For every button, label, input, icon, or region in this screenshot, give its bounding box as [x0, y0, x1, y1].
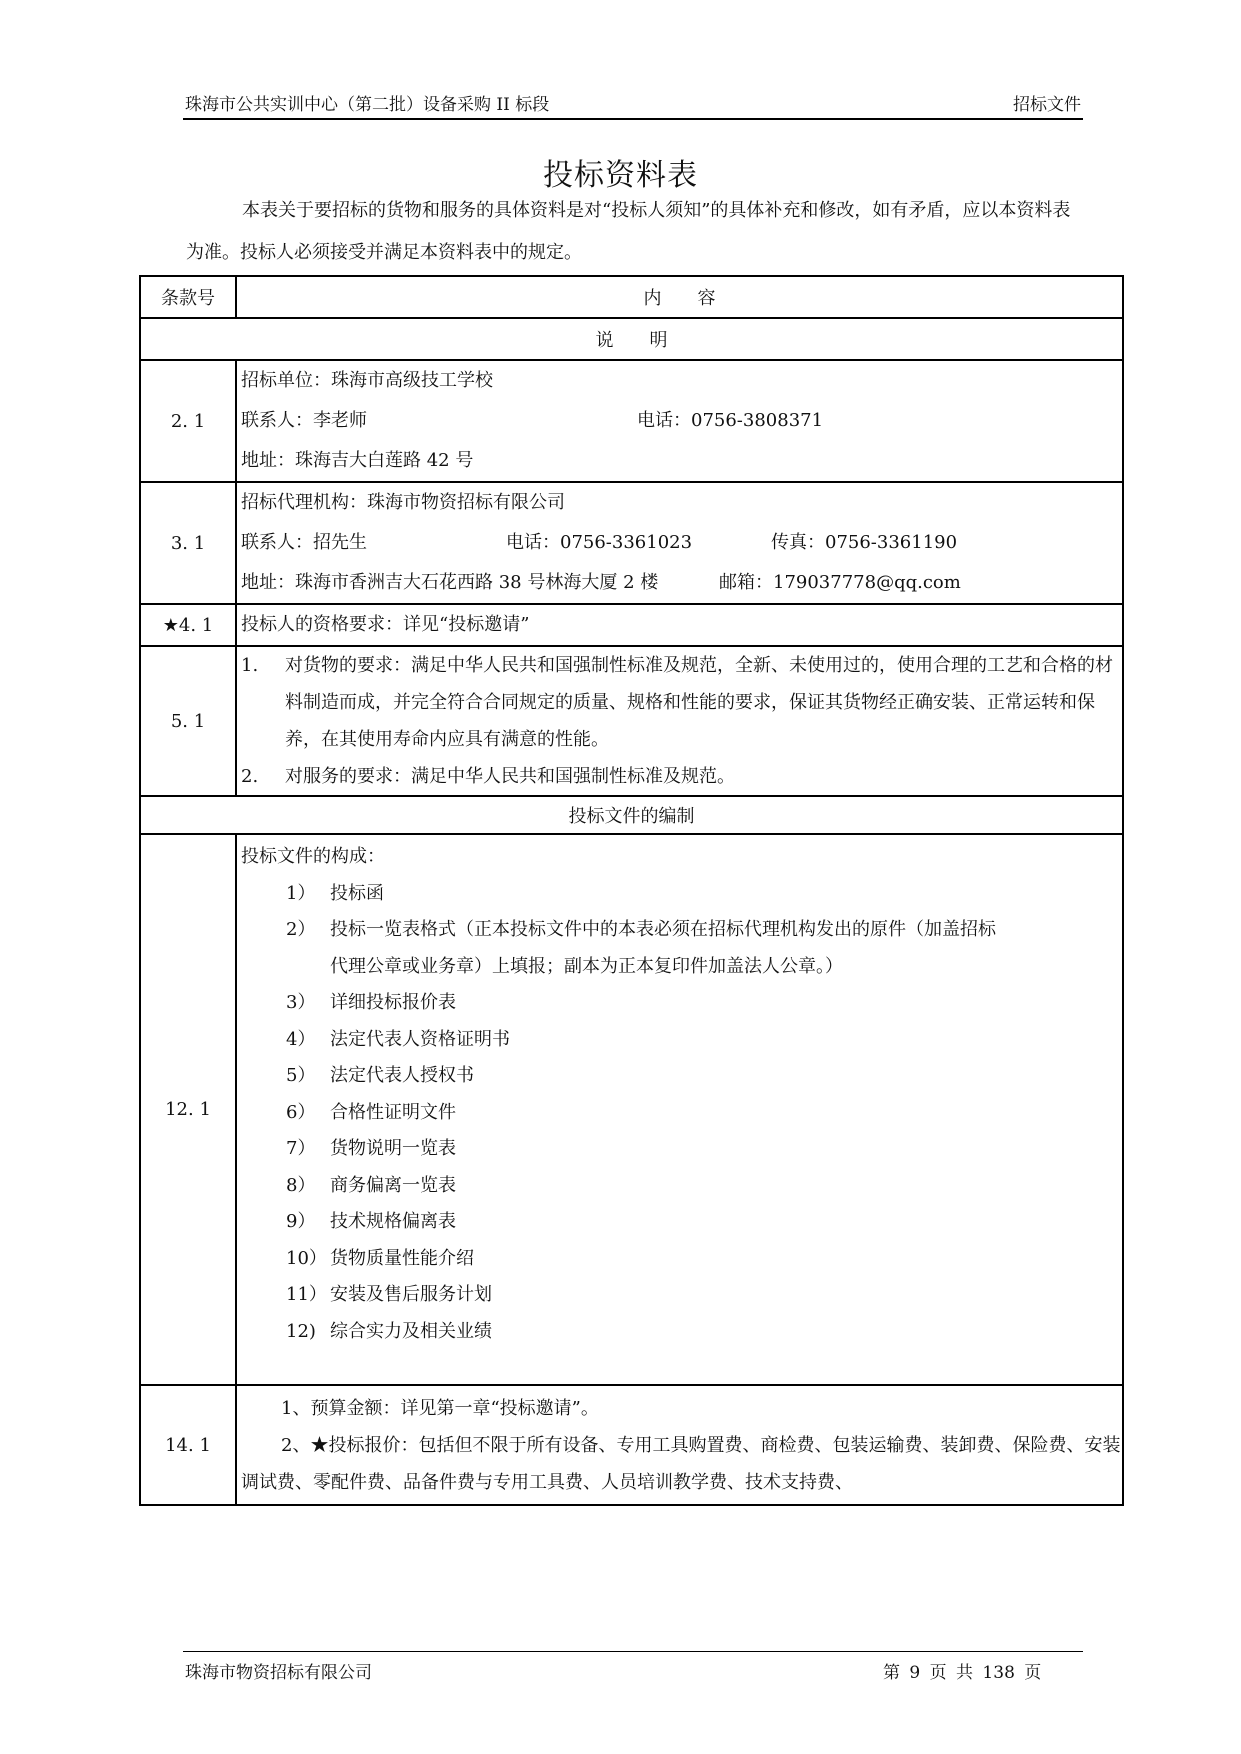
composition-list: [241, 876, 1122, 1351]
list-item: [241, 876, 1122, 913]
list-item-text: 技术规格偏离表: [330, 1211, 456, 1232]
goods-requirement: [241, 647, 1122, 758]
clause-content: [236, 482, 1123, 604]
list-item-number: 10）: [286, 1247, 327, 1269]
clause-content: 投标人的资格要求：详见“投标邀请”: [236, 604, 1123, 646]
section-row-explanation: [140, 318, 1123, 360]
list-item-text: 货物说明一览表: [330, 1138, 456, 1159]
table-row-2-1: [140, 360, 1123, 482]
list-item-number: 2）: [286, 919, 316, 940]
list-item: [241, 1022, 1122, 1059]
page-title: 投标资料表: [543, 158, 698, 193]
intro-paragraph: 本表关于要招标的货物和服务的具体资料是对“投标人须知”的具体补充和修改，如有矛盾，应以本资料表为准。投标人必须接受并满足本资料表中的规定。: [186, 200, 1071, 263]
list-item-text: 商务偏离一览表: [330, 1174, 456, 1196]
list-item: [241, 1058, 1122, 1095]
list-item: [241, 985, 1122, 1022]
contact-line: [241, 523, 1122, 563]
item-text: 对服务的要求：满足中华人民共和国强制性标准及规范。: [285, 766, 735, 787]
table-row-12-1: [140, 834, 1123, 1385]
footer-company: 珠海市物资招标有限公司: [185, 1663, 372, 1683]
clause-content: [236, 360, 1123, 482]
list-item-number: 8）: [286, 1174, 316, 1196]
clause-number: 3. 1: [140, 482, 236, 604]
item-number: 2.: [241, 766, 259, 787]
list-item-text: 安装及售后服务计划: [330, 1284, 492, 1305]
list-item-number: 9）: [286, 1211, 316, 1232]
address: 地址：珠海吉大白莲路 42 号: [241, 450, 474, 471]
clause-number: 14. 1: [140, 1385, 236, 1505]
service-requirement: [241, 758, 1122, 795]
item-text: 对货物的要求：满足中华人民共和国强制性标准及规范，全新、未使用过的，使用合理的工艺和合格的材料制造而成，并完全符合合同规定的质量、规格和性能的要求，保证其货物经正确安装、正常运转和保养，在其使用寿命内应具有满意的性能。: [285, 655, 1113, 750]
fax: 传真：0756-3361190: [771, 532, 958, 553]
list-item: [241, 912, 1122, 949]
contact-line: [241, 401, 1122, 441]
page-header: [183, 88, 1083, 120]
clause-content: [236, 834, 1123, 1385]
list-item: [241, 1168, 1122, 1205]
list-item-text: 法定代表人授权书: [330, 1065, 474, 1086]
list-item-number: 12): [286, 1320, 316, 1342]
list-item-text: 货物质量性能介绍: [330, 1247, 474, 1269]
list-item-number: 1）: [286, 882, 316, 904]
page-footer: [183, 1651, 1083, 1683]
clause-number: 2. 1: [140, 360, 236, 482]
address-line: [241, 563, 1122, 603]
list-item-number: 5）: [286, 1065, 316, 1086]
phone: 电话：0756-3361023: [506, 532, 693, 553]
list-item-number: 4）: [286, 1028, 316, 1050]
list-item-text: 详细投标报价表: [330, 992, 456, 1013]
list-item: [241, 1277, 1122, 1314]
table-row-3-1: [140, 482, 1123, 604]
list-item-text: 合格性证明文件: [330, 1101, 456, 1123]
section-title: 说 明: [140, 318, 1123, 360]
clause-number: 12. 1: [140, 834, 236, 1385]
clause-number: ★4. 1: [140, 604, 236, 646]
list-item-number: 7）: [286, 1138, 316, 1159]
contact-person: 联系人：招先生: [241, 532, 367, 553]
table-header-row: [140, 276, 1123, 318]
section-row-preparation: [140, 796, 1123, 834]
list-item: [241, 1131, 1122, 1168]
item-number: 1.: [241, 655, 259, 676]
agency-name: 招标代理机构：珠海市物资招标有限公司: [241, 492, 565, 513]
list-item: [241, 1095, 1122, 1132]
clause-header: 条款号: [140, 276, 236, 318]
table-row-4-1: [140, 604, 1123, 646]
list-item: [241, 1204, 1122, 1241]
list-item: [241, 1241, 1122, 1278]
list-item-number: 11）: [286, 1284, 327, 1305]
contact-person: 联系人：李老师: [241, 410, 367, 431]
list-item-number: 6）: [286, 1101, 316, 1123]
composition-intro: 投标文件的构成：: [241, 846, 385, 867]
bid-data-table: [139, 275, 1124, 1506]
bid-price: 2、★投标报价：包括但不限于所有设备、专用工具购置费、商检费、包装运输费、装卸费、保险费、安装调试费、零配件费、品备件费与专用工具费、人员培训教学费、技术支持费、: [241, 1434, 1121, 1493]
header-doc-type: 招标文件: [1013, 95, 1081, 115]
email: 邮箱：179037778@qq.com: [719, 572, 961, 593]
address: 地址：珠海市香洲吉大石花西路 38 号林海大厦 2 楼: [241, 572, 659, 593]
list-item-text: 综合实力及相关业绩: [330, 1320, 492, 1342]
list-item: [241, 1314, 1122, 1351]
budget-amount: 1、预算金额：详见第一章“投标邀请”。: [281, 1397, 599, 1419]
table-row-5-1: [140, 646, 1123, 796]
page-number: 第 9 页 共 138 页: [883, 1663, 1042, 1683]
list-item-text: 法定代表人资格证明书: [330, 1028, 510, 1050]
clause-content: [236, 646, 1123, 796]
section-title: 投标文件的编制: [140, 796, 1123, 834]
content-header: 内 容: [236, 276, 1123, 318]
header-project-name: 珠海市公共实训中心（第二批）设备采购 II 标段: [185, 95, 550, 115]
clause-content: [236, 1385, 1123, 1505]
clause-number: 5. 1: [140, 646, 236, 796]
tenderer-unit: 招标单位：珠海市高级技工学校: [241, 370, 493, 391]
list-item: [241, 949, 1122, 986]
phone: 电话：0756-3808371: [637, 410, 824, 431]
list-item-text: 投标函: [330, 882, 384, 904]
list-item-number: 3）: [286, 992, 316, 1013]
list-item-text: 投标一览表格式（正本投标文件中的本表必须在招标代理机构发出的原件（加盖招标: [330, 919, 996, 940]
table-row-14-1: [140, 1385, 1123, 1505]
list-item-text: 代理公章或业务章）上填报；副本为正本复印件加盖法人公章。）: [330, 955, 843, 977]
